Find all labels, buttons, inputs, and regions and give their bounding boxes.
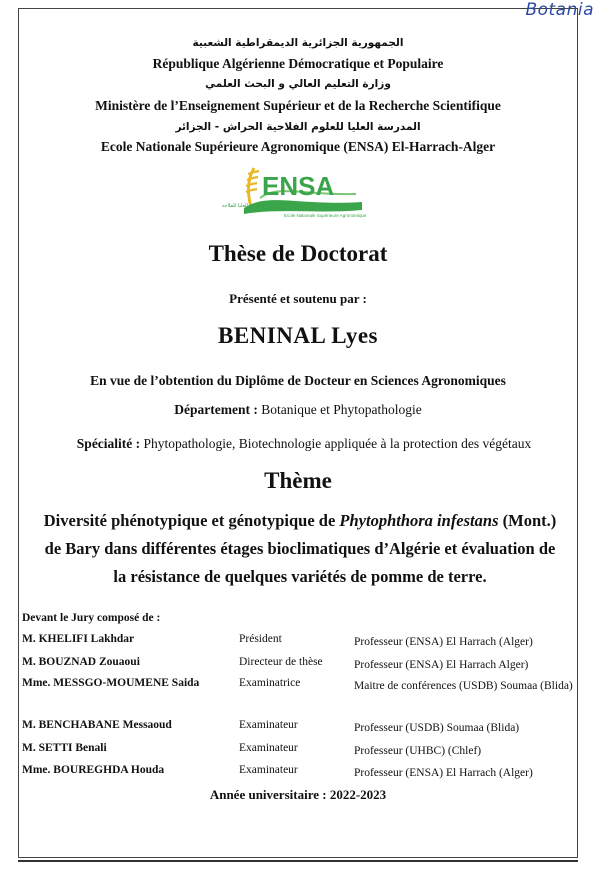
academic-year: Année universitaire : 2022-2023 [209,787,387,802]
jury-institution: Professeur (ENSA) El Harrach Alger) [354,659,529,671]
theme-line-2: de Bary dans différentes étages bioclimatiques d’Algérie et évaluation de [44,539,556,558]
theme-line-1: Diversité phénotypique et génotypique de Phytophthora infestans (Mont.) [43,511,557,530]
jury-role: Examinateur [239,742,298,754]
specialty-value: Phytopathologie, Biotechnologie appliquée à la protection des végétaux [143,436,532,451]
bottom-rule [18,860,578,862]
jury-institution: Professeur (ENSA) El Harrach (Alger) [354,636,533,648]
republic-name: République Algérienne Démocratique et Populaire [152,56,444,71]
ensa-logo [221,162,368,222]
jury-institution: Professeur (USDB) Soumaa (Blida) [354,722,520,734]
jury-role: Examinateur [239,719,298,731]
logo-text: ENSA [262,171,335,201]
logo-arabic-caption: المدرسة الوطنية العليا للفلاحة [221,203,284,209]
jury-role: Examinatrice [239,677,301,689]
jury-name: Mme. BOUREGHDA Houda [22,764,165,776]
ministry-name: Ministère de l’Enseignement Supérieur et de la Recherche Scientifique [95,98,501,113]
arabic-school: المدرسة العليا للعلوم الفلاحية الحراش - الجزائر [175,121,421,133]
jury-name: M. SETTI Benali [22,742,107,754]
species-name: Phytophthora infestans [339,511,499,530]
jury-institution: Professeur (ENSA) El Harrach (Alger) [354,767,533,779]
school-name: Ecole Nationale Supérieure Agronomique (ENSA) El-Harrach-Alger [100,139,496,154]
degree-line: En vue de l’obtention du Diplôme de Docteur en Sciences Agronomiques [90,373,506,388]
handwritten-note: Botania [525,0,594,20]
jury-name: Mme. MESSGO-MOUMENE Saida [22,677,200,689]
department-label: Département : [174,402,258,417]
jury-role: Examinateur [239,764,298,776]
specialty-line [24,436,584,452]
jury-role: Directeur de thèse [239,656,323,668]
theme-heading: Thème [264,468,332,493]
jury-name: M. BENCHABANE Messaoud [22,719,172,731]
theme-text [4,507,596,591]
department-line [18,402,578,418]
arabic-ministry: وزارة التعليم العالي و البحث العلمي [205,78,391,90]
theme-line-3: la résistance de quelques variétés de pomme de terre. [113,567,487,586]
department-value: Botanique et Phytopathologie [261,402,422,417]
document-title: Thèse de Doctorat [208,241,388,266]
jury-role: Président [239,633,282,645]
jury-heading: Devant le Jury composé de : [22,612,161,624]
jury-institution: Maitre de conférences (USDB) Soumaa (Blida) [354,680,573,692]
author-name: BENINAL Lyes [217,323,378,348]
jury-institution: Professeur (UHBC) (Chlef) [354,745,482,757]
specialty-label: Spécialité : [76,436,141,451]
arabic-republic: الجمهورية الجزائرية الديمقراطية الشعبية [192,37,404,49]
logo-caption: Ecole Nationale Supérieure Agronomique [284,213,367,218]
presented-by: Présenté et soutenu par : [229,291,367,306]
jury-name: M. BOUZNAD Zouaoui [22,656,140,668]
jury-name: M. KHELIFI Lakhdar [22,633,135,645]
